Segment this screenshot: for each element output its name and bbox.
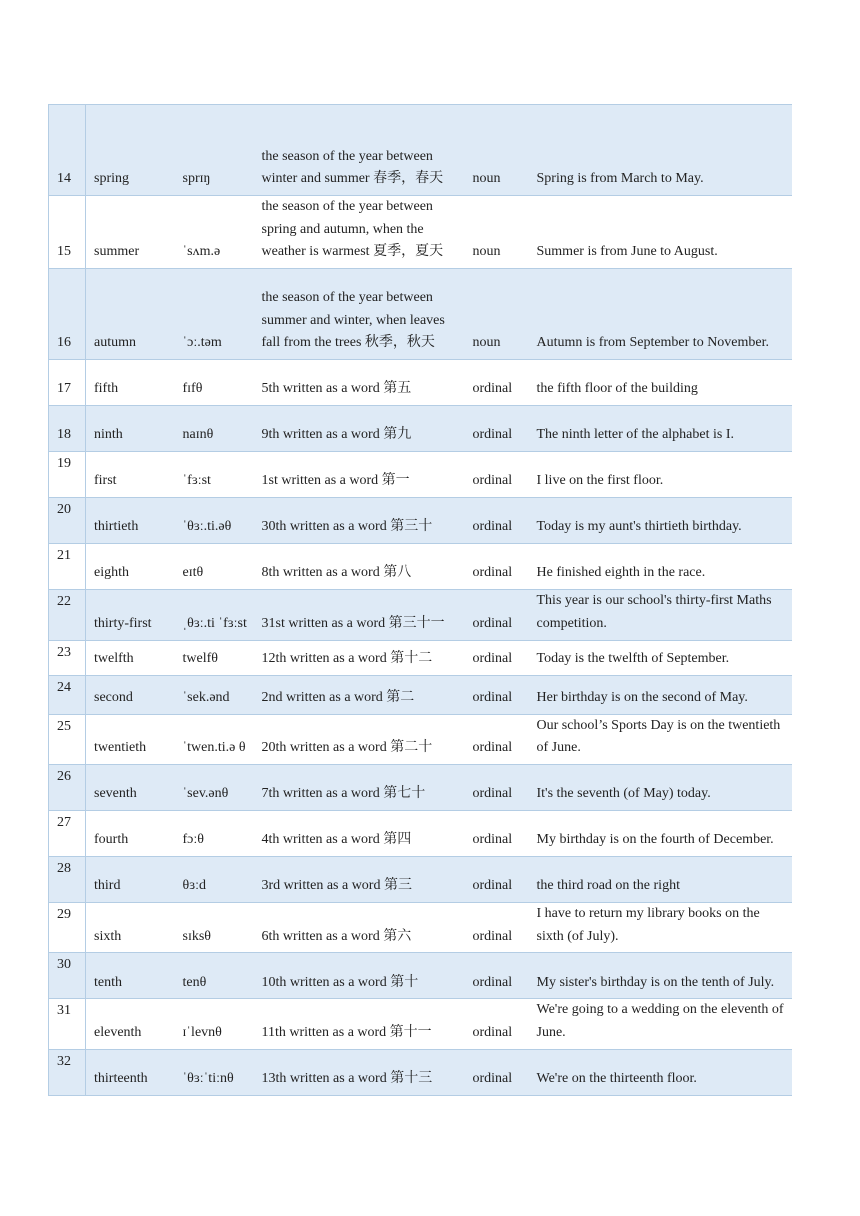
- entry-word: twelfth: [86, 640, 175, 675]
- entry-phonetic: ˈθɜːˈtiːnθ: [175, 1049, 254, 1095]
- entry-word: third: [86, 856, 175, 902]
- entry-word: twentieth: [86, 714, 175, 764]
- entry-example: Our school’s Sports Day is on the twentieth of June.: [529, 714, 792, 764]
- entry-word: fourth: [86, 810, 175, 856]
- entry-definition: 7th written as a word 第七十: [254, 764, 465, 810]
- entry-number: 17: [49, 360, 86, 406]
- entry-example: We're going to a wedding on the eleventh of June.: [529, 999, 792, 1049]
- entry-number: 32: [49, 1049, 86, 1095]
- entry-example: I live on the first floor.: [529, 452, 792, 498]
- entry-definition: 31st written as a word 第三十一: [254, 590, 465, 640]
- entry-part-of-speech: ordinal: [465, 360, 529, 406]
- entry-number: 21: [49, 544, 86, 590]
- entry-number: 19: [49, 452, 86, 498]
- entry-phonetic: ɪˈlevnθ: [175, 999, 254, 1049]
- entry-example: the fifth floor of the building: [529, 360, 792, 406]
- entry-part-of-speech: noun: [465, 269, 529, 360]
- entry-example: My sister's birthday is on the tenth of July.: [529, 953, 792, 999]
- entry-example: Today is the twelfth of September.: [529, 640, 792, 675]
- entry-part-of-speech: ordinal: [465, 953, 529, 999]
- entry-example: Today is my aunt's thirtieth birthday.: [529, 498, 792, 544]
- entry-word: summer: [86, 196, 175, 269]
- entry-phonetic: θɜːd: [175, 856, 254, 902]
- entry-example: the third road on the right: [529, 856, 792, 902]
- entry-word: second: [86, 675, 175, 714]
- entry-phonetic: ˌθɜː.ti ˈfɜːst: [175, 590, 254, 640]
- table-row: [49, 1049, 792, 1095]
- table-row: [49, 999, 792, 1049]
- entry-part-of-speech: ordinal: [465, 1049, 529, 1095]
- table-row: [49, 406, 792, 452]
- entry-definition: 10th written as a word 第十: [254, 953, 465, 999]
- table-row: [49, 764, 792, 810]
- entry-part-of-speech: ordinal: [465, 590, 529, 640]
- entry-phonetic: eɪtθ: [175, 544, 254, 590]
- entry-number: 16: [49, 269, 86, 360]
- entry-phonetic: sɪksθ: [175, 902, 254, 952]
- entry-number: 25: [49, 714, 86, 764]
- entry-part-of-speech: ordinal: [465, 714, 529, 764]
- entry-number: 15: [49, 196, 86, 269]
- entry-word: ninth: [86, 406, 175, 452]
- entry-part-of-speech: ordinal: [465, 544, 529, 590]
- table-row: [49, 714, 792, 764]
- table-row: [49, 452, 792, 498]
- entry-definition: 9th written as a word 第九: [254, 406, 465, 452]
- entry-word: thirty-first: [86, 590, 175, 640]
- entry-definition: the season of the year between spring and autumn, when the weather is warmest 夏季，夏天: [254, 196, 465, 269]
- entry-part-of-speech: ordinal: [465, 856, 529, 902]
- entry-number: 26: [49, 764, 86, 810]
- table-row: [49, 196, 792, 269]
- entry-example: I have to return my library books on the sixth (of July).: [529, 902, 792, 952]
- table-row: [49, 105, 792, 196]
- entry-definition: 12th written as a word 第十二: [254, 640, 465, 675]
- entry-part-of-speech: ordinal: [465, 406, 529, 452]
- entry-word: first: [86, 452, 175, 498]
- entry-definition: 30th written as a word 第三十: [254, 498, 465, 544]
- entry-definition: 8th written as a word 第八: [254, 544, 465, 590]
- entry-phonetic: fɔːθ: [175, 810, 254, 856]
- entry-definition: 20th written as a word 第二十: [254, 714, 465, 764]
- entry-number: 24: [49, 675, 86, 714]
- entry-example: We're on the thirteenth floor.: [529, 1049, 792, 1095]
- entry-definition: the season of the year between winter and summer 春季，春天: [254, 105, 465, 196]
- entry-definition: 1st written as a word 第一: [254, 452, 465, 498]
- entry-number: 18: [49, 406, 86, 452]
- entry-word: fifth: [86, 360, 175, 406]
- entry-definition: the season of the year between summer and winter, when leaves fall from the trees 秋季，秋天: [254, 269, 465, 360]
- table-row: [49, 498, 792, 544]
- entry-part-of-speech: ordinal: [465, 810, 529, 856]
- entry-phonetic: ˈfɜːst: [175, 452, 254, 498]
- entry-example: He finished eighth in the race.: [529, 544, 792, 590]
- entry-part-of-speech: ordinal: [465, 902, 529, 952]
- entry-definition: 3rd written as a word 第三: [254, 856, 465, 902]
- entry-number: 30: [49, 953, 86, 999]
- entry-part-of-speech: ordinal: [465, 452, 529, 498]
- entry-number: 27: [49, 810, 86, 856]
- entry-part-of-speech: ordinal: [465, 640, 529, 675]
- entry-example: Spring is from March to May.: [529, 105, 792, 196]
- entry-number: 28: [49, 856, 86, 902]
- entry-part-of-speech: noun: [465, 196, 529, 269]
- entry-definition: 5th written as a word 第五: [254, 360, 465, 406]
- entry-example: The ninth letter of the alphabet is I.: [529, 406, 792, 452]
- entry-example: Her birthday is on the second of May.: [529, 675, 792, 714]
- entry-example: It's the seventh (of May) today.: [529, 764, 792, 810]
- table-row: [49, 360, 792, 406]
- entry-phonetic: naɪnθ: [175, 406, 254, 452]
- entry-number: 20: [49, 498, 86, 544]
- entry-number: 29: [49, 902, 86, 952]
- entry-number: 23: [49, 640, 86, 675]
- entry-phonetic: ˈɔː.təm: [175, 269, 254, 360]
- entry-phonetic: ˈθɜː.ti.əθ: [175, 498, 254, 544]
- table-row: [49, 953, 792, 999]
- entry-definition: 6th written as a word 第六: [254, 902, 465, 952]
- entry-example: This year is our school's thirty-first Maths competition.: [529, 590, 792, 640]
- entry-phonetic: ˈsev.ənθ: [175, 764, 254, 810]
- entry-example: Autumn is from September to November.: [529, 269, 792, 360]
- entry-word: eleventh: [86, 999, 175, 1049]
- entry-word: tenth: [86, 953, 175, 999]
- table-row: [49, 269, 792, 360]
- entry-part-of-speech: ordinal: [465, 498, 529, 544]
- entry-phonetic: ˈsek.ənd: [175, 675, 254, 714]
- entry-part-of-speech: noun: [465, 105, 529, 196]
- entry-definition: 13th written as a word 第十三: [254, 1049, 465, 1095]
- table-row: [49, 810, 792, 856]
- entry-word: sixth: [86, 902, 175, 952]
- entry-word: seventh: [86, 764, 175, 810]
- entry-phonetic: ˈtwen.ti.ə θ: [175, 714, 254, 764]
- entry-example: My birthday is on the fourth of December.: [529, 810, 792, 856]
- vocabulary-table: [48, 104, 792, 1096]
- table-row: [49, 590, 792, 640]
- entry-part-of-speech: ordinal: [465, 675, 529, 714]
- entry-definition: 11th written as a word 第十一: [254, 999, 465, 1049]
- entry-example: Summer is from June to August.: [529, 196, 792, 269]
- entry-word: eighth: [86, 544, 175, 590]
- table-row: [49, 902, 792, 952]
- table-row: [49, 856, 792, 902]
- table-row: [49, 675, 792, 714]
- entry-word: spring: [86, 105, 175, 196]
- entry-word: autumn: [86, 269, 175, 360]
- entry-part-of-speech: ordinal: [465, 999, 529, 1049]
- entry-definition: 4th written as a word 第四: [254, 810, 465, 856]
- entry-word: thirteenth: [86, 1049, 175, 1095]
- entry-phonetic: sprɪŋ: [175, 105, 254, 196]
- entry-phonetic: twelfθ: [175, 640, 254, 675]
- entry-definition: 2nd written as a word 第二: [254, 675, 465, 714]
- entry-number: 14: [49, 105, 86, 196]
- entry-number: 22: [49, 590, 86, 640]
- entry-phonetic: fɪfθ: [175, 360, 254, 406]
- entry-phonetic: ˈsʌm.ə: [175, 196, 254, 269]
- table-row: [49, 544, 792, 590]
- entry-number: 31: [49, 999, 86, 1049]
- table-row: [49, 640, 792, 675]
- entry-part-of-speech: ordinal: [465, 764, 529, 810]
- entry-phonetic: tenθ: [175, 953, 254, 999]
- entry-word: thirtieth: [86, 498, 175, 544]
